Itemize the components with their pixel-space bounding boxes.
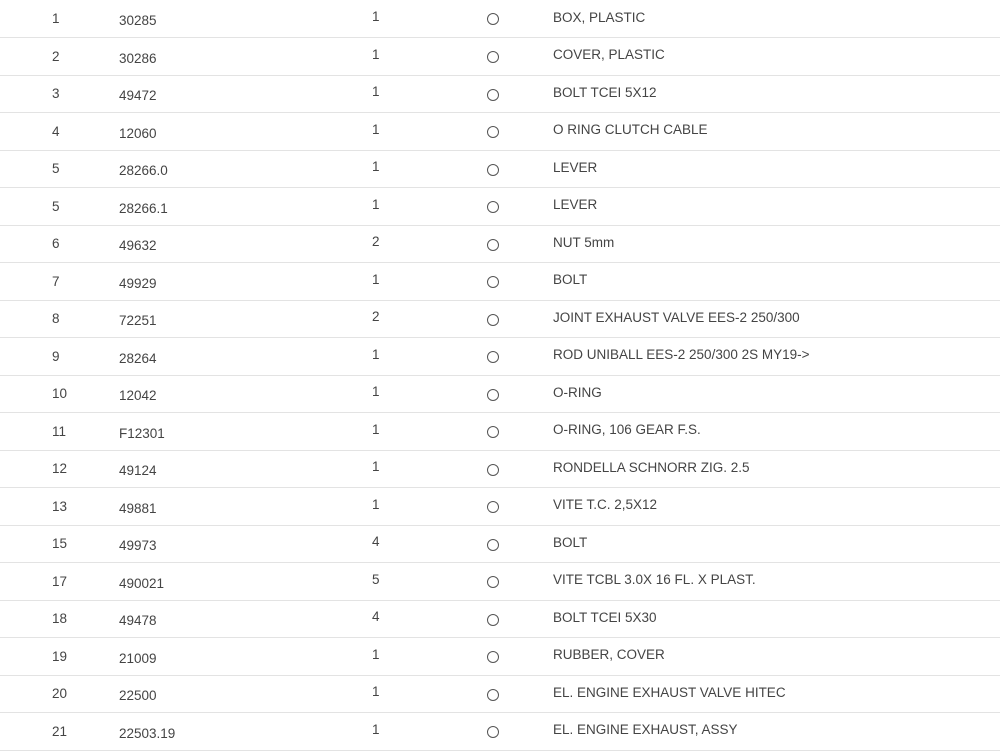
- part-code: 12042: [119, 375, 369, 413]
- part-code: 72251: [119, 300, 369, 338]
- select-radio-icon[interactable]: [487, 614, 499, 626]
- part-code: 21009: [119, 638, 369, 676]
- part-description: VITE T.C. 2,5X12: [553, 488, 1000, 526]
- position-number: 5: [0, 150, 119, 188]
- select-cell: [487, 225, 553, 263]
- part-code: 28266.1: [119, 188, 369, 226]
- quantity: 1: [369, 0, 487, 38]
- quantity: 1: [369, 413, 487, 451]
- part-code: 22500: [119, 675, 369, 713]
- part-code: 49881: [119, 488, 369, 526]
- select-cell: [487, 375, 553, 413]
- part-code: 49929: [119, 263, 369, 301]
- select-radio-icon[interactable]: [487, 726, 499, 738]
- table-row: [0, 150, 1000, 188]
- part-description: JOINT EXHAUST VALVE EES-2 250/300: [553, 300, 1000, 338]
- table-row: [0, 675, 1000, 713]
- part-description: BOLT: [553, 525, 1000, 563]
- part-description: RONDELLA SCHNORR ZIG. 2.5: [553, 450, 1000, 488]
- position-number: 21: [0, 713, 119, 751]
- part-code: 490021: [119, 563, 369, 601]
- select-radio-icon[interactable]: [487, 501, 499, 513]
- part-description: BOLT TCEI 5X30: [553, 600, 1000, 638]
- quantity: 1: [369, 488, 487, 526]
- part-code: 30286: [119, 38, 369, 76]
- table-row: [0, 188, 1000, 226]
- part-code: 49124: [119, 450, 369, 488]
- table-row: [0, 0, 1000, 38]
- table-row: [0, 713, 1000, 751]
- select-radio-icon[interactable]: [487, 576, 499, 588]
- part-description: EL. ENGINE EXHAUST VALVE HITEC: [553, 675, 1000, 713]
- quantity: 1: [369, 113, 487, 151]
- table-row: [0, 638, 1000, 676]
- quantity: 1: [369, 188, 487, 226]
- select-radio-icon[interactable]: [487, 164, 499, 176]
- position-number: 10: [0, 375, 119, 413]
- quantity: 1: [369, 375, 487, 413]
- quantity: 1: [369, 713, 487, 751]
- table-row: [0, 450, 1000, 488]
- quantity: 4: [369, 525, 487, 563]
- select-cell: [487, 38, 553, 76]
- position-number: 11: [0, 413, 119, 451]
- part-description: BOLT TCEI 5X12: [553, 75, 1000, 113]
- table-row: [0, 375, 1000, 413]
- select-radio-icon[interactable]: [487, 51, 499, 63]
- quantity: 2: [369, 300, 487, 338]
- position-number: 15: [0, 525, 119, 563]
- table-row: [0, 113, 1000, 151]
- position-number: 13: [0, 488, 119, 526]
- part-code: 28266.0: [119, 150, 369, 188]
- table-row: [0, 263, 1000, 301]
- part-description: EL. ENGINE EXHAUST, ASSY: [553, 713, 1000, 751]
- select-radio-icon[interactable]: [487, 389, 499, 401]
- position-number: 19: [0, 638, 119, 676]
- select-cell: [487, 188, 553, 226]
- quantity: 1: [369, 638, 487, 676]
- part-description: NUT 5mm: [553, 225, 1000, 263]
- part-description: O-RING, 106 GEAR F.S.: [553, 413, 1000, 451]
- select-cell: [487, 563, 553, 601]
- part-code: 30285: [119, 0, 369, 38]
- table-row: [0, 413, 1000, 451]
- select-cell: [487, 413, 553, 451]
- quantity: 1: [369, 450, 487, 488]
- select-radio-icon[interactable]: [487, 201, 499, 213]
- quantity: 2: [369, 225, 487, 263]
- part-code: 28264: [119, 338, 369, 376]
- table-row: [0, 338, 1000, 376]
- select-cell: [487, 150, 553, 188]
- part-code: 49973: [119, 525, 369, 563]
- table-row: [0, 75, 1000, 113]
- select-cell: [487, 488, 553, 526]
- position-number: 4: [0, 113, 119, 151]
- table-row: [0, 600, 1000, 638]
- position-number: 20: [0, 675, 119, 713]
- part-description: BOX, PLASTIC: [553, 0, 1000, 38]
- select-cell: [487, 525, 553, 563]
- select-radio-icon[interactable]: [487, 651, 499, 663]
- select-radio-icon[interactable]: [487, 126, 499, 138]
- quantity: 4: [369, 600, 487, 638]
- part-code: 49472: [119, 75, 369, 113]
- select-radio-icon[interactable]: [487, 314, 499, 326]
- select-radio-icon[interactable]: [487, 689, 499, 701]
- select-radio-icon[interactable]: [487, 13, 499, 25]
- table-row: [0, 300, 1000, 338]
- quantity: 5: [369, 563, 487, 601]
- select-radio-icon[interactable]: [487, 539, 499, 551]
- part-code: 22503.19: [119, 713, 369, 751]
- part-code: F12301: [119, 413, 369, 451]
- table-row: [0, 225, 1000, 263]
- position-number: 17: [0, 563, 119, 601]
- position-number: 7: [0, 263, 119, 301]
- position-number: 2: [0, 38, 119, 76]
- table-row: [0, 563, 1000, 601]
- part-description: RUBBER, COVER: [553, 638, 1000, 676]
- position-number: 9: [0, 338, 119, 376]
- part-description: COVER, PLASTIC: [553, 38, 1000, 76]
- select-radio-icon[interactable]: [487, 239, 499, 251]
- select-radio-icon[interactable]: [487, 89, 499, 101]
- part-description: O RING CLUTCH CABLE: [553, 113, 1000, 151]
- quantity: 1: [369, 338, 487, 376]
- position-number: 8: [0, 300, 119, 338]
- select-radio-icon[interactable]: [487, 276, 499, 288]
- select-cell: [487, 713, 553, 751]
- select-cell: [487, 300, 553, 338]
- select-cell: [487, 638, 553, 676]
- select-cell: [487, 450, 553, 488]
- select-radio-icon[interactable]: [487, 426, 499, 438]
- position-number: 3: [0, 75, 119, 113]
- part-description: BOLT: [553, 263, 1000, 301]
- position-number: 12: [0, 450, 119, 488]
- part-description: ROD UNIBALL EES-2 250/300 2S MY19->: [553, 338, 1000, 376]
- part-code: 49478: [119, 600, 369, 638]
- table-row: [0, 38, 1000, 76]
- part-description: O-RING: [553, 375, 1000, 413]
- part-description: LEVER: [553, 188, 1000, 226]
- select-radio-icon[interactable]: [487, 464, 499, 476]
- part-description: VITE TCBL 3.0X 16 FL. X PLAST.: [553, 563, 1000, 601]
- position-number: 5: [0, 188, 119, 226]
- select-radio-icon[interactable]: [487, 351, 499, 363]
- quantity: 1: [369, 150, 487, 188]
- select-cell: [487, 600, 553, 638]
- part-code: 12060: [119, 113, 369, 151]
- table-row: [0, 525, 1000, 563]
- quantity: 1: [369, 75, 487, 113]
- select-cell: [487, 263, 553, 301]
- position-number: 1: [0, 0, 119, 38]
- quantity: 1: [369, 263, 487, 301]
- position-number: 18: [0, 600, 119, 638]
- select-cell: [487, 675, 553, 713]
- part-code: 49632: [119, 225, 369, 263]
- table-row: [0, 488, 1000, 526]
- quantity: 1: [369, 675, 487, 713]
- part-description: LEVER: [553, 150, 1000, 188]
- select-cell: [487, 113, 553, 151]
- quantity: 1: [369, 38, 487, 76]
- position-number: 6: [0, 225, 119, 263]
- select-cell: [487, 75, 553, 113]
- select-cell: [487, 338, 553, 376]
- select-cell: [487, 0, 553, 38]
